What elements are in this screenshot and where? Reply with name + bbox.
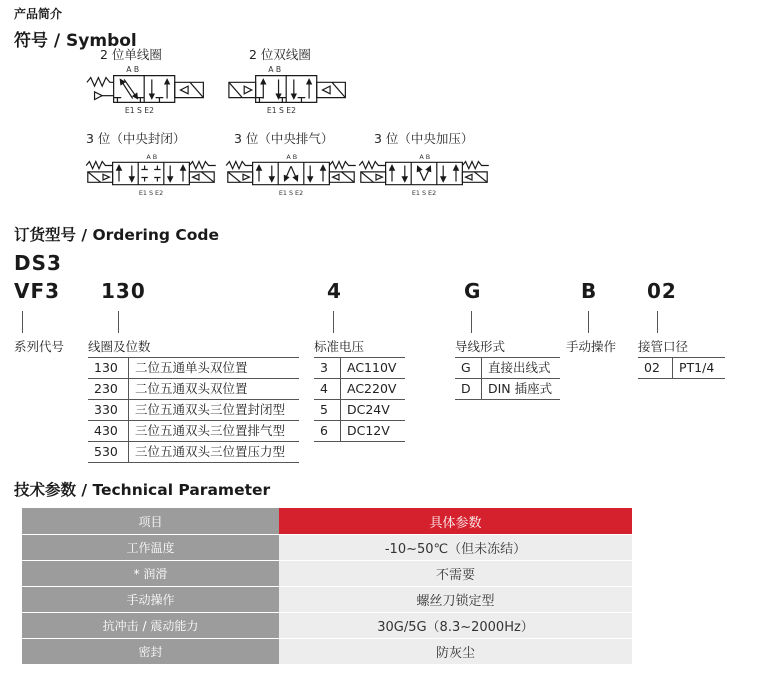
connector-line bbox=[118, 311, 119, 333]
port-labels-top: A B bbox=[146, 153, 158, 162]
code-cell: 02 bbox=[638, 358, 673, 379]
value-cell: -10~50℃（但未冻结） bbox=[279, 535, 632, 560]
connector-line bbox=[657, 311, 658, 333]
desc-cell: 三位五通双头三位置封闭型 bbox=[129, 400, 300, 421]
code-cell: 6 bbox=[314, 421, 341, 442]
desc-cell: AC220V bbox=[341, 379, 406, 400]
connector-line bbox=[22, 311, 23, 333]
item-cell: 密封 bbox=[22, 639, 279, 664]
symbol-label-3pos-pressure: 3 位（中央加压） bbox=[374, 131, 474, 146]
item-cell: 抗冲击 / 震动能力 bbox=[22, 613, 279, 638]
tech-section-title: 技术参数 / Technical Parameter bbox=[14, 481, 271, 499]
port-labels-top: A B bbox=[419, 153, 431, 162]
wire-type-label: 导线形式 bbox=[455, 339, 506, 354]
desc-cell: DC24V bbox=[341, 400, 406, 421]
code-cell: 4 bbox=[314, 379, 341, 400]
valve-symbol-3pos-exhaust-icon bbox=[223, 150, 359, 197]
code-cell: 230 bbox=[88, 379, 129, 400]
port-labels-bottom: E1 S E2 bbox=[411, 189, 437, 198]
table-row bbox=[455, 379, 560, 400]
code-cell: G bbox=[455, 358, 482, 379]
value-cell: 30G/5G（8.3~2000Hz） bbox=[279, 613, 632, 638]
symbol-label-2pos-double: 2 位双线圈 bbox=[249, 47, 311, 62]
table-row bbox=[88, 358, 299, 379]
port-labels-bottom: E1 S E2 bbox=[124, 105, 154, 115]
coil-position-label: 线圈及位数 bbox=[88, 339, 151, 354]
code-cell: 330 bbox=[88, 400, 129, 421]
item-cell: * 润滑 bbox=[22, 561, 279, 586]
model-code-line2: VF3 bbox=[14, 279, 61, 303]
item-header-cell: 项目 bbox=[22, 508, 279, 534]
table-row bbox=[638, 358, 725, 379]
port-labels-top: A B bbox=[126, 64, 140, 74]
series-code-label: 系列代号 bbox=[14, 339, 65, 354]
valve-symbol-2pos-single-icon bbox=[85, 63, 211, 115]
page-header: 产品简介 bbox=[14, 7, 63, 21]
table-row bbox=[88, 379, 299, 400]
port-labels-bottom: E1 S E2 bbox=[278, 189, 304, 198]
desc-cell: PT1/4 bbox=[673, 358, 726, 379]
symbol-label-2pos-single: 2 位单线圈 bbox=[100, 47, 162, 62]
connector-line bbox=[333, 311, 334, 333]
desc-cell: 二位五通双头双位置 bbox=[129, 379, 300, 400]
table-row bbox=[22, 639, 632, 664]
code-part-coil: 130 bbox=[101, 279, 146, 303]
connector-line bbox=[588, 311, 589, 333]
model-code-line1: DS3 bbox=[14, 251, 62, 275]
table-row bbox=[314, 421, 405, 442]
desc-cell: 三位五通双头三位置排气型 bbox=[129, 421, 300, 442]
valve-symbol-2pos-double-icon bbox=[227, 63, 353, 115]
value-cell: 螺丝刀锁定型 bbox=[279, 587, 632, 612]
wire-type-table bbox=[455, 357, 560, 400]
desc-cell: 直接出线式 bbox=[482, 358, 561, 379]
value-cell: 不需要 bbox=[279, 561, 632, 586]
code-part-port: 02 bbox=[647, 279, 677, 303]
port-labels-bottom: E1 S E2 bbox=[138, 189, 164, 198]
code-part-manual: B bbox=[581, 279, 598, 303]
symbol-label-3pos-exhaust: 3 位（中央排气） bbox=[234, 131, 334, 146]
connector-line bbox=[471, 311, 472, 333]
code-cell: 5 bbox=[314, 400, 341, 421]
port-labels-top: A B bbox=[268, 64, 282, 74]
table-row bbox=[314, 358, 405, 379]
code-cell: 130 bbox=[88, 358, 129, 379]
desc-cell: 三位五通双头三位置压力型 bbox=[129, 442, 300, 463]
coil-position-table bbox=[88, 357, 299, 463]
valve-symbol-3pos-closed-icon bbox=[83, 150, 219, 197]
technical-parameter-table bbox=[22, 508, 632, 665]
table-row bbox=[314, 400, 405, 421]
code-cell: 430 bbox=[88, 421, 129, 442]
desc-cell: 二位五通单头双位置 bbox=[129, 358, 300, 379]
code-cell: 3 bbox=[314, 358, 341, 379]
code-part-voltage: 4 bbox=[327, 279, 342, 303]
table-row bbox=[455, 358, 560, 379]
table-row bbox=[88, 421, 299, 442]
table-row bbox=[22, 587, 632, 612]
desc-cell: DC12V bbox=[341, 421, 406, 442]
table-row bbox=[22, 561, 632, 586]
ordering-section-title: 订货型号 / Ordering Code bbox=[14, 226, 219, 244]
value-cell: 防灰尘 bbox=[279, 639, 632, 664]
value-header-cell: 具体参数 bbox=[279, 508, 632, 534]
table-row bbox=[88, 400, 299, 421]
item-cell: 手动操作 bbox=[22, 587, 279, 612]
port-size-table bbox=[638, 357, 725, 379]
symbol-label-3pos-closed: 3 位（中央封闭） bbox=[86, 131, 186, 146]
table-row bbox=[314, 379, 405, 400]
voltage-label: 标准电压 bbox=[314, 339, 365, 354]
port-labels-bottom: E1 S E2 bbox=[266, 105, 296, 115]
item-cell: 工作温度 bbox=[22, 535, 279, 560]
table-row bbox=[88, 442, 299, 463]
desc-cell: DIN 插座式 bbox=[482, 379, 561, 400]
port-labels-top: A B bbox=[286, 153, 298, 162]
table-header-row bbox=[22, 508, 632, 534]
port-size-label: 接管口径 bbox=[638, 339, 689, 354]
table-row bbox=[22, 613, 632, 638]
valve-symbol-3pos-pressure-icon bbox=[356, 150, 492, 197]
code-cell: D bbox=[455, 379, 482, 400]
desc-cell: AC110V bbox=[341, 358, 406, 379]
symbol-section-title: 符号 / Symbol bbox=[14, 31, 137, 51]
table-row bbox=[22, 535, 632, 560]
manual-operation-label: 手动操作 bbox=[566, 339, 617, 354]
code-part-wire: G bbox=[464, 279, 482, 303]
code-cell: 530 bbox=[88, 442, 129, 463]
voltage-table bbox=[314, 357, 405, 442]
